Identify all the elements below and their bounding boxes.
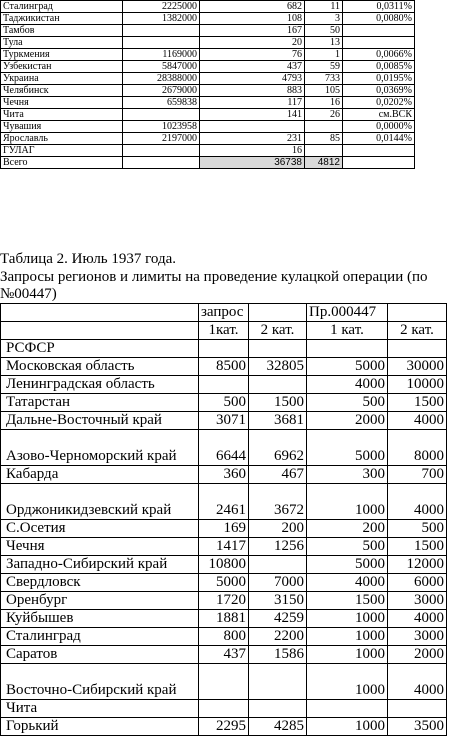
header-row — [1, 304, 447, 322]
value-cell: 6962 — [249, 430, 307, 466]
value-cell — [388, 340, 447, 358]
value-cell: 1500 — [249, 394, 307, 412]
header-cell: Пр.000447 — [307, 304, 388, 322]
table-cell: 16 — [200, 145, 305, 157]
table-row — [1, 376, 447, 394]
region-cell: Чита — [1, 700, 199, 718]
table-cell: 231 — [200, 133, 305, 145]
table-cell — [343, 145, 415, 157]
value-cell — [307, 340, 388, 358]
table-cell: Челябинск — [1, 85, 123, 97]
region-cell: Оренбург — [1, 592, 199, 610]
table-cell — [305, 145, 343, 157]
value-cell: 1500 — [388, 538, 447, 556]
table-description-cont: №00447) — [0, 286, 57, 302]
value-cell — [199, 700, 249, 718]
table-cell: Тамбов — [1, 25, 123, 37]
header-cell — [1, 304, 199, 322]
table-row — [1, 538, 447, 556]
table-cell — [343, 37, 415, 49]
table-cell — [123, 145, 200, 157]
table-row — [1, 466, 447, 484]
table-cell: 2197000 — [123, 133, 200, 145]
table-cell: 0,0080% — [343, 13, 415, 25]
table-row — [1, 25, 415, 37]
value-cell — [249, 556, 307, 574]
value-cell: 4259 — [249, 610, 307, 628]
table-cell: 682 — [200, 1, 305, 13]
table-row — [1, 520, 447, 538]
table-cell: 26 — [305, 109, 343, 121]
value-cell: 3500 — [388, 718, 447, 736]
table-cell: 883 — [200, 85, 305, 97]
value-cell: 3071 — [199, 412, 249, 430]
table-cell: 0,0369% — [343, 85, 415, 97]
table-cell — [343, 25, 415, 37]
value-cell: 30000 — [388, 358, 447, 376]
table-cell: 16 — [305, 97, 343, 109]
table-cell: 1169000 — [123, 49, 200, 61]
table-row — [1, 85, 415, 97]
table-cell: 11 — [305, 1, 343, 13]
value-cell: 1000 — [307, 610, 388, 628]
value-cell: 4000 — [388, 484, 447, 520]
table-cell: 0,0195% — [343, 73, 415, 85]
table-cell: 2225000 — [123, 1, 200, 13]
table-cell — [123, 25, 200, 37]
value-cell: 3150 — [249, 592, 307, 610]
value-cell: 5000 — [199, 574, 249, 592]
value-cell: 10000 — [388, 376, 447, 394]
table-row — [1, 61, 415, 73]
region-cell: Орджоникидзевский край — [1, 484, 199, 520]
table-row — [1, 394, 447, 412]
value-cell: 500 — [307, 538, 388, 556]
value-cell: 1720 — [199, 592, 249, 610]
region-cell: Куйбышев — [1, 610, 199, 628]
value-cell: 1500 — [307, 592, 388, 610]
table-row — [1, 700, 447, 718]
regional-stats-table — [0, 0, 415, 169]
table-row — [1, 628, 447, 646]
value-cell: 1000 — [307, 646, 388, 664]
table-cell: см.ВСК — [343, 109, 415, 121]
table-cell: Тула — [1, 37, 123, 49]
value-cell: 4000 — [388, 610, 447, 628]
value-cell: 6644 — [199, 430, 249, 466]
table-cell: Чита — [1, 109, 123, 121]
table-row — [1, 37, 415, 49]
value-cell: 3672 — [249, 484, 307, 520]
value-cell: 3000 — [388, 592, 447, 610]
table-description: Запросы регионов и лимиты на проведение кулацкой операции (по — [0, 269, 428, 285]
table-cell: 1382000 — [123, 13, 200, 25]
value-cell: 437 — [199, 646, 249, 664]
table-cell: 50 — [305, 25, 343, 37]
table-cell: 141 — [200, 109, 305, 121]
value-cell: 3000 — [388, 628, 447, 646]
total-cell — [123, 157, 200, 169]
table-row — [1, 133, 415, 145]
table-cell: Узбекистан — [1, 61, 123, 73]
value-cell: 500 — [388, 520, 447, 538]
table-cell: 20 — [200, 37, 305, 49]
value-cell: 4285 — [249, 718, 307, 736]
table-row — [1, 97, 415, 109]
region-cell: Татарстан — [1, 394, 199, 412]
value-cell: 1000 — [307, 484, 388, 520]
table-cell: 28388000 — [123, 73, 200, 85]
table-cell: 167 — [200, 25, 305, 37]
table-cell: 2679000 — [123, 85, 200, 97]
value-cell: 360 — [199, 466, 249, 484]
value-cell — [249, 376, 307, 394]
table-row — [1, 718, 447, 736]
value-cell: 4000 — [388, 664, 447, 700]
value-cell: 2000 — [307, 412, 388, 430]
value-cell: 700 — [388, 466, 447, 484]
table-cell — [305, 121, 343, 133]
table-cell: 0,0144% — [343, 133, 415, 145]
value-cell: 5000 — [307, 556, 388, 574]
value-cell: 2200 — [249, 628, 307, 646]
table-title: Таблица 2. Июль 1937 года. — [0, 251, 177, 267]
table-cell: 1023958 — [123, 121, 200, 133]
total-cell — [343, 157, 415, 169]
value-cell: 200 — [249, 520, 307, 538]
table-cell: 13 — [305, 37, 343, 49]
value-cell: 8500 — [199, 358, 249, 376]
value-cell: 1000 — [307, 718, 388, 736]
region-cell: Восточно-Сибирский край — [1, 664, 199, 700]
region-cell: Московская область — [1, 358, 199, 376]
region-cell: Ленинградская область — [1, 376, 199, 394]
table-row — [1, 358, 447, 376]
value-cell: 1586 — [249, 646, 307, 664]
table-cell — [123, 109, 200, 121]
value-cell: 300 — [307, 466, 388, 484]
table-cell: 85 — [305, 133, 343, 145]
table-cell: 117 — [200, 97, 305, 109]
value-cell: 500 — [307, 394, 388, 412]
table-cell: Таджикистан — [1, 13, 123, 25]
total-cell: Всего — [1, 157, 123, 169]
region-cell: РСФСР — [1, 340, 199, 358]
table-cell: 59 — [305, 61, 343, 73]
value-cell: 2000 — [388, 646, 447, 664]
table-row — [1, 610, 447, 628]
table-row — [1, 49, 415, 61]
region-cell: Саратов — [1, 646, 199, 664]
table-cell: 0,0085% — [343, 61, 415, 73]
header-cell: 1кат. — [199, 322, 249, 340]
value-cell: 4000 — [388, 412, 447, 430]
region-cell: Западно-Сибирский край — [1, 556, 199, 574]
table-cell: 3 — [305, 13, 343, 25]
header-cell: 2 кат. — [249, 322, 307, 340]
value-cell: 4000 — [307, 574, 388, 592]
value-cell: 32805 — [249, 358, 307, 376]
region-cell: Дальне-Восточный край — [1, 412, 199, 430]
value-cell: 1881 — [199, 610, 249, 628]
table-row — [1, 13, 415, 25]
table-row — [1, 340, 447, 358]
value-cell: 3681 — [249, 412, 307, 430]
header-cell — [388, 304, 447, 322]
table-row — [1, 412, 447, 430]
table-cell: Украина — [1, 73, 123, 85]
table-row — [1, 121, 415, 133]
header-cell: 2 кат. — [388, 322, 447, 340]
table-cell: 659838 — [123, 97, 200, 109]
value-cell — [249, 700, 307, 718]
table-cell: 4793 — [200, 73, 305, 85]
value-cell: 169 — [199, 520, 249, 538]
value-cell: 800 — [199, 628, 249, 646]
header-row — [1, 322, 447, 340]
value-cell — [307, 700, 388, 718]
value-cell — [249, 340, 307, 358]
table-cell: Сталинград — [1, 1, 123, 13]
value-cell: 1000 — [307, 628, 388, 646]
value-cell: 4000 — [307, 376, 388, 394]
table-cell: 0,0311% — [343, 1, 415, 13]
region-cell: Свердловск — [1, 574, 199, 592]
table-cell: 76 — [200, 49, 305, 61]
table-cell: 733 — [305, 73, 343, 85]
header-cell — [249, 304, 307, 322]
value-cell: 7000 — [249, 574, 307, 592]
header-cell — [1, 322, 199, 340]
table-row — [1, 574, 447, 592]
region-cell: Чечня — [1, 538, 199, 556]
table-row — [1, 484, 447, 520]
value-cell: 467 — [249, 466, 307, 484]
value-cell — [388, 700, 447, 718]
header-cell: 1 кат. — [307, 322, 388, 340]
kulak-operation-limits-table — [0, 303, 447, 736]
table-cell — [123, 37, 200, 49]
value-cell — [249, 664, 307, 700]
region-cell: Сталинград — [1, 628, 199, 646]
value-cell: 1500 — [388, 394, 447, 412]
value-cell: 500 — [199, 394, 249, 412]
value-cell: 1256 — [249, 538, 307, 556]
table-cell: 0,0066% — [343, 49, 415, 61]
table-cell: ГУЛАГ — [1, 145, 123, 157]
value-cell — [199, 340, 249, 358]
table-cell: 105 — [305, 85, 343, 97]
region-cell: Горький — [1, 718, 199, 736]
region-cell: С.Осетия — [1, 520, 199, 538]
table-row — [1, 109, 415, 121]
total-cell: 4812 — [305, 157, 343, 169]
table-cell: 1 — [305, 49, 343, 61]
table-cell: 0,0000% — [343, 121, 415, 133]
value-cell: 2461 — [199, 484, 249, 520]
table-row — [1, 556, 447, 574]
value-cell: 1417 — [199, 538, 249, 556]
value-cell: 5000 — [307, 358, 388, 376]
table-row — [1, 664, 447, 700]
value-cell: 12000 — [388, 556, 447, 574]
table-cell: 5847000 — [123, 61, 200, 73]
region-cell: Кабарда — [1, 466, 199, 484]
table-cell: Туркмения — [1, 49, 123, 61]
value-cell: 6000 — [388, 574, 447, 592]
table-cell: 437 — [200, 61, 305, 73]
value-cell: 10800 — [199, 556, 249, 574]
table-cell: 108 — [200, 13, 305, 25]
total-cell: 36738 — [200, 157, 305, 169]
total-row — [1, 157, 415, 169]
table-cell: Чувашия — [1, 121, 123, 133]
value-cell: 2295 — [199, 718, 249, 736]
region-cell: Азово-Черноморский край — [1, 430, 199, 466]
value-cell: 8000 — [388, 430, 447, 466]
value-cell — [199, 664, 249, 700]
table-row — [1, 145, 415, 157]
value-cell: 5000 — [307, 430, 388, 466]
table-cell: Ярославль — [1, 133, 123, 145]
value-cell: 200 — [307, 520, 388, 538]
table-cell: Чечня — [1, 97, 123, 109]
table-cell — [200, 121, 305, 133]
table-cell: 0,0202% — [343, 97, 415, 109]
header-cell: запрос — [199, 304, 249, 322]
value-cell: 1000 — [307, 664, 388, 700]
table-row — [1, 73, 415, 85]
table-row — [1, 646, 447, 664]
table-row — [1, 430, 447, 466]
table-row — [1, 1, 415, 13]
value-cell — [199, 376, 249, 394]
table-row — [1, 592, 447, 610]
